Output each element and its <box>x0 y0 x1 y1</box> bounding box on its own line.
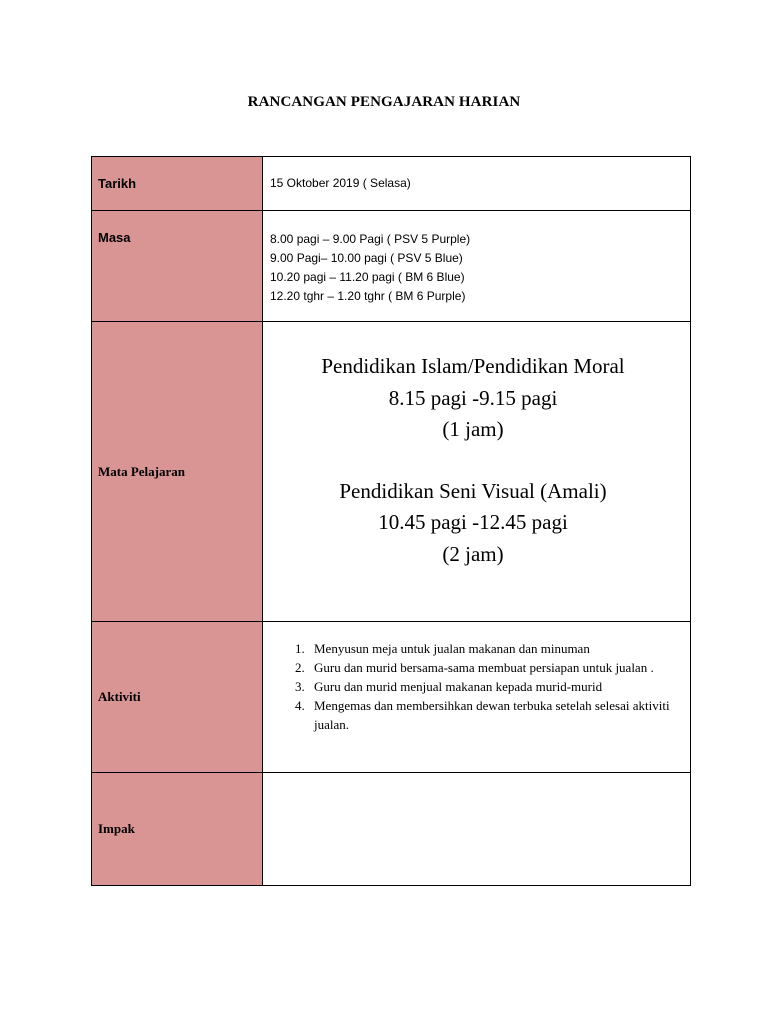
value-cell-aktiviti <box>263 622 691 773</box>
list-item: 2. Guru dan murid bersama-sama membuat persiapan untuk jualan . <box>308 658 674 677</box>
tarikh-label: Tarikh <box>98 176 137 191</box>
document-title: RANCANGAN PENGAJARAN HARIAN <box>247 94 521 110</box>
impak-label: Impak <box>98 821 135 836</box>
masa-list <box>270 230 690 306</box>
masa-line: 12.20 tghr – 1.20 tghr ( BM 6 Purple) <box>270 289 466 303</box>
subject-2-name: Pendidikan Seni Visual (Amali) <box>339 478 607 503</box>
table-row-masa <box>92 211 691 322</box>
tarikh-value: 15 Oktober 2019 ( Selasa) <box>270 176 411 190</box>
value-cell-masa <box>263 211 691 322</box>
subject-2-duration: (2 jam) <box>442 541 504 566</box>
table-row-mata-pelajaran <box>92 322 691 622</box>
subject-1-name: Pendidikan Islam/Pendidikan Moral <box>321 354 625 378</box>
masa-line: 10.20 pagi – 11.20 pagi ( BM 6 Blue) <box>270 270 465 284</box>
value-cell-impak <box>263 773 691 886</box>
label-cell-tarikh <box>92 157 263 211</box>
subjects-block <box>263 322 690 570</box>
masa-line: 8.00 pagi – 9.00 Pagi ( PSV 5 Purple) <box>270 232 471 246</box>
subject-1-time: 8.15 pagi -9.15 pagi <box>388 385 558 410</box>
value-cell-tarikh <box>263 157 691 211</box>
list-item: 1. Menyusun meja untuk jualan makanan dan minuman <box>308 639 674 658</box>
subject-1-duration: (1 jam) <box>442 417 504 441</box>
mata-pelajaran-label: Mata Pelajaran <box>98 463 186 479</box>
label-cell-mata-pelajaran <box>92 322 263 622</box>
label-cell-impak <box>92 773 263 886</box>
aktiviti-label: Aktiviti <box>98 689 141 704</box>
label-cell-aktiviti <box>92 622 263 773</box>
table-row-tarikh <box>92 157 691 211</box>
table-row-impak <box>92 773 691 886</box>
list-item: 4. Mengemas dan membersihkan dewan terbuka setelah selesai aktiviti jualan. <box>308 696 674 734</box>
table-row-aktiviti <box>92 622 691 773</box>
masa-line: 9.00 Pagi– 10.00 pagi ( PSV 5 Blue) <box>270 251 463 265</box>
subject-2-time: 10.45 pagi -12.45 pagi <box>378 510 568 534</box>
value-cell-mata-pelajaran <box>263 322 691 622</box>
label-cell-masa <box>92 211 263 322</box>
list-item: 3. Guru dan murid menjual makanan kepada murid-murid <box>308 677 674 696</box>
aktiviti-list <box>263 639 690 734</box>
lesson-plan-table <box>91 156 691 886</box>
masa-label: Masa <box>98 230 131 245</box>
